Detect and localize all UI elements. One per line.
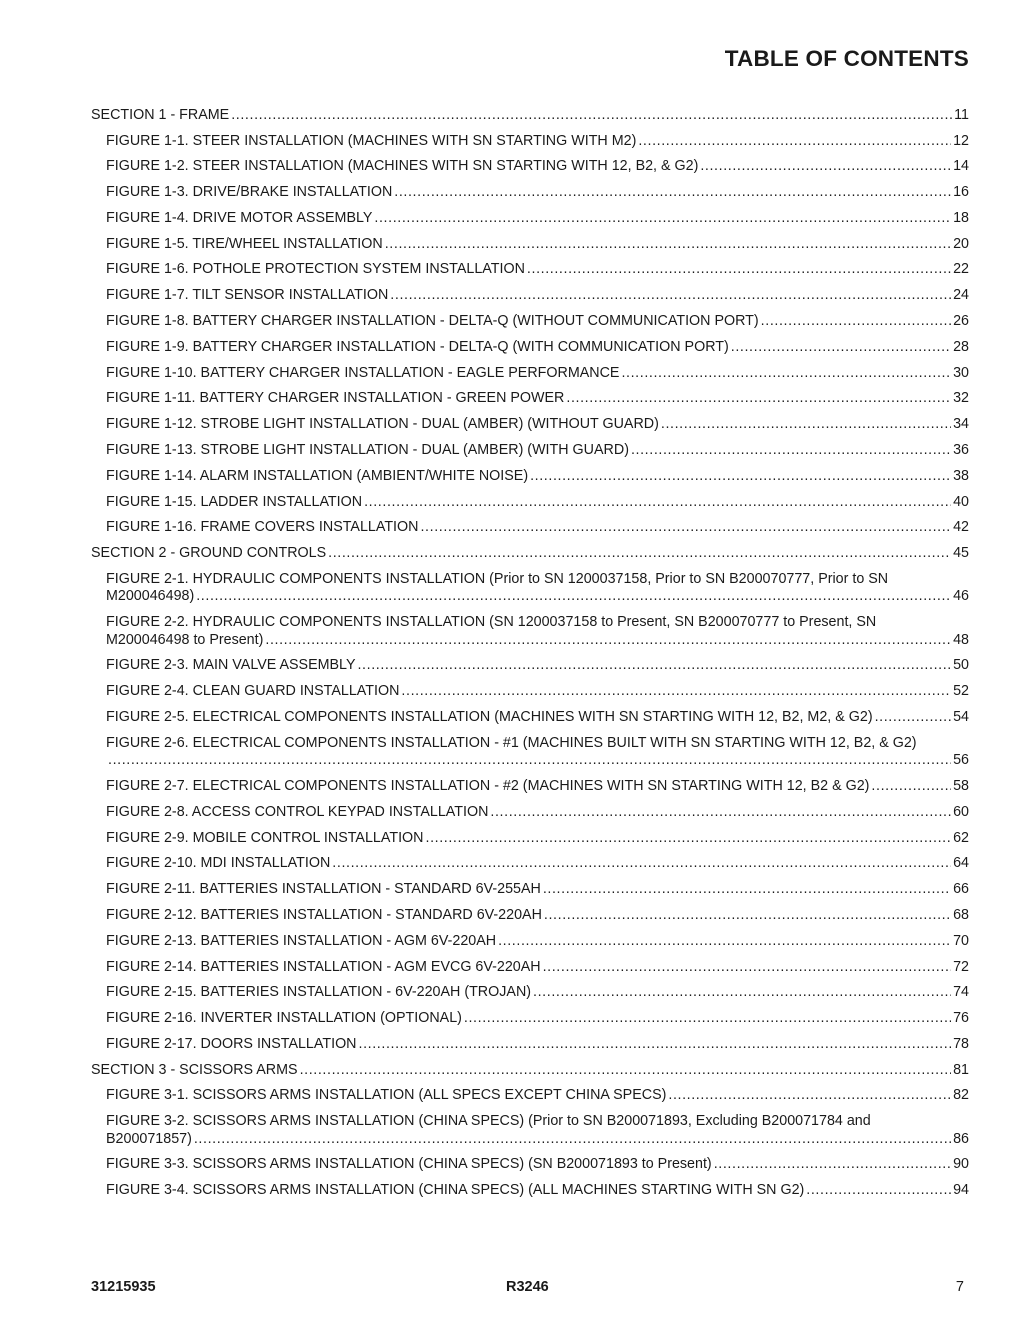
toc-line [106, 339, 969, 357]
toc-line [106, 588, 969, 606]
toc-label: SECTION 2 - GROUND CONTROLS [91, 545, 327, 562]
toc-line [106, 683, 969, 701]
toc-figure-entry[interactable] [91, 881, 969, 899]
toc-figure-entry[interactable] [91, 184, 969, 202]
toc-line [91, 545, 969, 563]
toc-figure-entry[interactable] [91, 416, 969, 434]
toc-line [106, 752, 969, 770]
dot-leader [498, 933, 951, 951]
toc-label-first-line: FIGURE 3-2. SCISSORS ARMS INSTALLATION (CHINA SPECS) (Prior to SN B200071893, Excluding B200071784 and [106, 1113, 871, 1130]
toc-figure-entry[interactable] [91, 468, 969, 486]
toc-figure-entry[interactable] [91, 390, 969, 408]
toc-figure-entry[interactable] [91, 313, 969, 331]
toc-figure-entry[interactable] [91, 855, 969, 873]
toc-line [106, 1010, 969, 1028]
toc-line [106, 416, 969, 434]
toc-label: FIGURE 1-4. DRIVE MOTOR ASSEMBLY [106, 209, 373, 226]
toc-figure-entry[interactable] [91, 907, 969, 925]
toc-line [106, 313, 969, 331]
toc-label-first-line: FIGURE 2-6. ELECTRICAL COMPONENTS INSTALLATION - #1 (MACHINES BUILT WITH SN STARTING WITH 12, B2, & G2) [106, 734, 917, 751]
toc-label: FIGURE 2-14. BATTERIES INSTALLATION - AGM EVCG 6V-220AH [106, 958, 541, 975]
toc-label: B200071857) [106, 1130, 192, 1147]
toc-page-number: 72 [953, 958, 969, 975]
toc-page-number: 90 [953, 1156, 969, 1173]
toc-label: FIGURE 1-15. LADDER INSTALLATION [106, 493, 363, 510]
toc-line [106, 804, 969, 822]
toc-page-number: 11 [954, 107, 969, 123]
toc-page-number: 45 [953, 545, 969, 562]
toc-page-number: 36 [953, 442, 969, 459]
toc-label: FIGURE 1-12. STROBE LIGHT INSTALLATION - DUAL (AMBER) (WITHOUT GUARD) [106, 416, 659, 433]
dot-leader [566, 390, 951, 408]
toc-page-number: 74 [953, 984, 969, 1001]
toc-label: FIGURE 1-5. TIRE/WHEEL INSTALLATION [106, 235, 383, 252]
toc-figure-entry[interactable] [91, 830, 969, 848]
toc-figure-entry[interactable] [91, 210, 969, 228]
dot-leader [761, 313, 951, 331]
toc-line [106, 907, 969, 925]
dot-leader [394, 184, 951, 202]
toc-page-number: 34 [953, 416, 969, 433]
dot-leader [108, 752, 951, 770]
toc-line [106, 133, 969, 151]
toc-line [106, 365, 969, 383]
toc-figure-entry[interactable] [91, 1087, 969, 1105]
dot-leader [231, 107, 952, 125]
dot-leader [332, 855, 951, 873]
toc-page-number: 58 [953, 778, 969, 795]
dot-leader [196, 588, 951, 606]
toc-page-number: 28 [953, 338, 969, 355]
toc-page-number: 20 [953, 235, 969, 252]
toc-page-number: 78 [953, 1036, 969, 1052]
dot-leader [638, 133, 951, 151]
toc-line [106, 184, 969, 202]
toc-label: FIGURE 2-8. ACCESS CONTROL KEYPAD INSTALLATION [106, 803, 489, 820]
toc-label: FIGURE 1-13. STROBE LIGHT INSTALLATION - DUAL (AMBER) (WITH GUARD) [106, 442, 629, 459]
footer-revision: R3246 [506, 1279, 549, 1295]
toc-line [106, 984, 969, 1002]
toc-label: FIGURE 1-10. BATTERY CHARGER INSTALLATION - EAGLE PERFORMANCE [106, 364, 620, 381]
toc-line [106, 261, 969, 279]
toc-section-entry[interactable] [91, 545, 969, 563]
toc-label: FIGURE 1-16. FRAME COVERS INSTALLATION [106, 519, 419, 536]
toc-line [106, 390, 969, 408]
dot-leader [714, 1156, 951, 1174]
dot-leader [527, 261, 951, 279]
toc-page-number: 50 [953, 657, 969, 674]
toc-page-number: 14 [953, 158, 969, 175]
dot-leader [631, 442, 951, 460]
toc-page-number: 12 [953, 132, 969, 149]
toc-label: FIGURE 2-10. MDI INSTALLATION [106, 855, 331, 872]
dot-leader [194, 1131, 951, 1149]
toc-page-number: 62 [953, 829, 969, 846]
toc-line [106, 855, 969, 873]
toc-figure-entry[interactable] [91, 236, 969, 254]
toc-label: FIGURE 2-5. ELECTRICAL COMPONENTS INSTALLATION (MACHINES WITH SN STARTING WITH 12, B2, M2, & G2) [106, 708, 873, 725]
toc-page-number: 32 [953, 390, 969, 407]
toc-line [91, 1062, 969, 1080]
toc-figure-entry[interactable] [91, 158, 969, 176]
toc-page-number: 82 [953, 1087, 969, 1104]
toc-figure-entry[interactable] [91, 614, 969, 649]
toc-label-first-line: FIGURE 2-1. HYDRAULIC COMPONENTS INSTALLATION (Prior to SN 1200037158, Prior to SN B200070777, Prior to SN [106, 570, 889, 587]
dot-leader [621, 365, 951, 383]
toc-page-number: 26 [953, 313, 969, 330]
toc-figure-entry[interactable] [91, 709, 969, 727]
toc-page-number: 76 [953, 1010, 969, 1027]
toc-label: FIGURE 1-8. BATTERY CHARGER INSTALLATION - DELTA-Q (WITHOUT COMMUNICATION PORT) [106, 313, 759, 330]
toc-figure-entry[interactable] [91, 1113, 969, 1148]
toc-label: FIGURE 3-1. SCISSORS ARMS INSTALLATION (ALL SPECS EXCEPT CHINA SPECS) [106, 1087, 667, 1104]
dot-leader [871, 778, 951, 796]
toc-page-number: 60 [953, 803, 969, 820]
dot-leader [328, 545, 951, 563]
toc-line [106, 778, 969, 796]
dot-leader [359, 1036, 952, 1054]
toc-line [106, 494, 969, 512]
toc-figure-entry[interactable] [91, 959, 969, 977]
toc-page-number: 81 [953, 1061, 969, 1078]
toc-page-number: 22 [953, 261, 969, 278]
toc-line [106, 1156, 969, 1174]
toc-figure-entry[interactable] [91, 571, 969, 606]
toc-figure-entry[interactable] [91, 133, 969, 151]
footer-page-number: 7 [955, 1279, 964, 1295]
toc-figure-entry[interactable] [91, 804, 969, 822]
toc-line [106, 1131, 969, 1149]
toc-line [106, 632, 969, 650]
toc-label: FIGURE 1-11. BATTERY CHARGER INSTALLATION - GREEN POWER [106, 390, 565, 407]
toc-label: SECTION 1 - FRAME [91, 107, 230, 123]
dot-leader [300, 1062, 952, 1080]
toc-figure-entry[interactable] [91, 1010, 969, 1028]
toc-line [106, 830, 969, 848]
toc-label: FIGURE 2-16. INVERTER INSTALLATION (OPTIONAL) [106, 1010, 462, 1027]
toc-label: M200046498 to Present) [106, 631, 264, 648]
toc-label: FIGURE 2-11. BATTERIES INSTALLATION - STANDARD 6V-255AH [106, 881, 541, 898]
footer-doc-number: 31215935 [91, 1279, 156, 1295]
dot-leader [543, 959, 952, 977]
toc-page-number: 70 [953, 932, 969, 949]
dot-leader [806, 1182, 951, 1200]
toc-page-number: 30 [953, 364, 969, 381]
toc-label: FIGURE 1-9. BATTERY CHARGER INSTALLATION - DELTA-Q (WITH COMMUNICATION PORT) [106, 338, 729, 355]
dot-leader [374, 210, 951, 228]
toc-figure-entry[interactable] [91, 778, 969, 796]
dot-leader [668, 1087, 951, 1105]
dot-leader [390, 287, 951, 305]
toc-figure-entry[interactable] [91, 933, 969, 951]
toc-figure-entry[interactable] [91, 984, 969, 1002]
dot-leader [401, 683, 951, 701]
toc-page-number: 18 [953, 209, 969, 226]
toc-label: FIGURE 1-3. DRIVE/BRAKE INSTALLATION [106, 184, 393, 201]
toc-label: FIGURE 1-7. TILT SENSOR INSTALLATION [106, 287, 389, 304]
toc-section-entry[interactable] [91, 107, 969, 125]
dot-leader [544, 907, 951, 925]
toc-line [106, 442, 969, 460]
dot-leader [385, 236, 951, 254]
toc-page-number: 42 [953, 519, 969, 536]
dot-leader [420, 519, 951, 537]
toc-line [106, 959, 969, 977]
dot-leader [661, 416, 951, 434]
toc-line [106, 468, 969, 486]
dot-leader [533, 984, 951, 1002]
dot-leader [265, 632, 951, 650]
toc-label: FIGURE 1-1. STEER INSTALLATION (MACHINES WITH SN STARTING WITH M2) [106, 132, 637, 149]
toc-figure-entry[interactable] [91, 365, 969, 383]
toc-line [106, 1087, 969, 1105]
dot-leader [700, 158, 951, 176]
toc-label: FIGURE 2-3. MAIN VALVE ASSEMBLY [106, 657, 356, 674]
toc-section-entry[interactable] [91, 1062, 969, 1080]
toc-figure-entry[interactable] [91, 1036, 969, 1054]
toc-line [106, 657, 969, 675]
toc-line [106, 881, 969, 899]
toc-label: FIGURE 2-7. ELECTRICAL COMPONENTS INSTALLATION - #2 (MACHINES WITH SN STARTING WITH 12, B2 & G2) [106, 778, 870, 795]
dot-leader [357, 657, 951, 675]
table-of-contents [91, 107, 969, 1208]
toc-page-number: 86 [953, 1130, 969, 1147]
dot-leader [490, 804, 951, 822]
toc-line [106, 236, 969, 254]
toc-label: FIGURE 3-4. SCISSORS ARMS INSTALLATION (CHINA SPECS) (ALL MACHINES STARTING WITH SN G2) [106, 1182, 805, 1199]
toc-label: FIGURE 2-12. BATTERIES INSTALLATION - STANDARD 6V-220AH [106, 907, 542, 924]
toc-figure-entry[interactable] [91, 339, 969, 357]
toc-page-number: 94 [953, 1182, 969, 1199]
dot-leader [875, 709, 952, 727]
dot-leader [464, 1010, 951, 1028]
toc-page-number: 66 [953, 881, 969, 898]
toc-label: FIGURE 3-3. SCISSORS ARMS INSTALLATION (CHINA SPECS) (SN B200071893 to Present) [106, 1156, 712, 1173]
toc-label: FIGURE 1-14. ALARM INSTALLATION (AMBIENT/WHITE NOISE) [106, 467, 529, 484]
dot-leader [426, 830, 952, 848]
toc-label: FIGURE 2-9. MOBILE CONTROL INSTALLATION [106, 829, 424, 846]
toc-line [106, 519, 969, 537]
toc-line [106, 1036, 969, 1054]
toc-page-number: 24 [953, 287, 969, 304]
toc-figure-entry[interactable] [91, 1156, 969, 1174]
toc-line [106, 933, 969, 951]
toc-page-number: 64 [953, 855, 969, 872]
toc-label: FIGURE 2-4. CLEAN GUARD INSTALLATION [106, 683, 400, 700]
toc-line [106, 709, 969, 727]
toc-label: SECTION 3 - SCISSORS ARMS [91, 1061, 298, 1078]
toc-label: FIGURE 1-2. STEER INSTALLATION (MACHINES WITH SN STARTING WITH 12, B2, & G2) [106, 158, 699, 175]
toc-page-number: 38 [953, 467, 969, 484]
toc-page-number: 56 [953, 752, 969, 769]
toc-page-number: 16 [953, 184, 969, 201]
toc-figure-entry[interactable] [91, 442, 969, 460]
toc-page-number: 48 [953, 631, 969, 648]
page-title: TABLE OF CONTENTS [724, 46, 969, 71]
toc-page-number: 54 [953, 708, 969, 725]
toc-page-number: 40 [953, 493, 969, 510]
toc-figure-entry[interactable] [91, 494, 969, 512]
toc-line [106, 210, 969, 228]
toc-line [106, 287, 969, 305]
toc-label: FIGURE 2-13. BATTERIES INSTALLATION - AGM 6V-220AH [106, 932, 497, 949]
toc-figure-entry[interactable] [91, 287, 969, 305]
toc-figure-entry[interactable] [91, 683, 969, 701]
toc-figure-entry[interactable] [91, 261, 969, 279]
toc-line [106, 1182, 969, 1200]
dot-leader [731, 339, 951, 357]
toc-figure-entry[interactable] [91, 519, 969, 537]
toc-label-first-line: FIGURE 2-2. HYDRAULIC COMPONENTS INSTALLATION (SN 1200037158 to Present, SN B200070777 to Present, SN [106, 614, 877, 631]
toc-figure-entry[interactable] [91, 657, 969, 675]
toc-label: FIGURE 1-6. POTHOLE PROTECTION SYSTEM INSTALLATION [106, 261, 525, 278]
toc-line [106, 158, 969, 176]
dot-leader [543, 881, 951, 899]
toc-label: FIGURE 2-15. BATTERIES INSTALLATION - 6V-220AH (TROJAN) [106, 984, 532, 1001]
dot-leader [364, 494, 951, 512]
toc-figure-entry[interactable] [91, 735, 969, 770]
dot-leader [530, 468, 951, 486]
toc-page-number: 46 [953, 588, 969, 605]
toc-page-number: 52 [953, 683, 969, 700]
toc-figure-entry[interactable] [91, 1182, 969, 1200]
toc-label: M200046498) [106, 588, 195, 605]
toc-label: FIGURE 2-17. DOORS INSTALLATION [106, 1036, 357, 1052]
toc-page-number: 68 [953, 907, 969, 924]
toc-line [91, 107, 969, 125]
